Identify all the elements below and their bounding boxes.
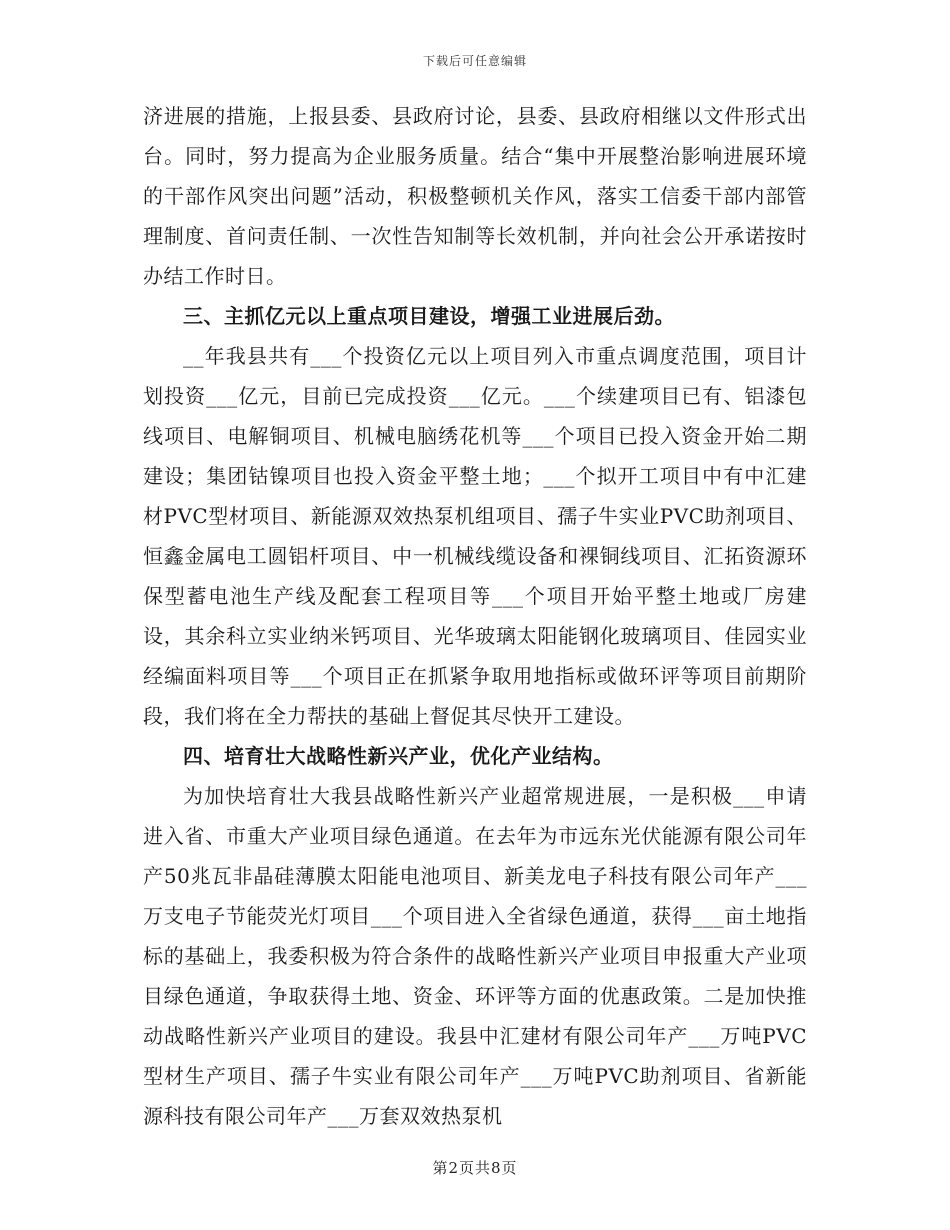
section-heading-3: 三、主抓亿元以上重点项目建设，增强工业进展后劲。 — [183, 304, 675, 328]
page-number: 第2页共8页 — [432, 1159, 518, 1177]
section-heading-4: 四、培育壮大战略性新兴产业，优化产业结构。 — [183, 744, 614, 768]
page-header: 下载后可任意编辑 — [422, 54, 527, 68]
paragraph-section-3: __年我县共有___个投资亿元以上项目列入市重点调度范围，项目计划投资___亿元，目前已完成投资___亿元。___个续建项目已有、铝漆包线项目、电解铜项目、机械电脑绣花机等___个项目已投入资金开始二期建设；集团钴镍项目也投入资金平整土地；___个拟开工项目中有中汇建材PVC型材项目、新能源双效热泵机组项目、孺子牛实业PVC助剂项目、恒鑫金属电工圆铝杆项目、中一机械线缆设备和裸铜线项目、汇拓资源环保型蓄电池生产线及配套工程项目等___个项目开始平整土地或厂房建设，其余科立实业纳米钙项目、光华玻璃太阳能钢化玻璃项目、佳园实业经编面料项目等___个项目正在抓紧争取用地指标或做环评等项目前期阶段，我们将在全力帮扶的基础上督促其尽快开工建设。 — [143, 344, 807, 728]
paragraph-continued: 济进展的措施，上报县委、县政府讨论，县委、县政府相继以文件形式出台。同时，努力提高为企业服务质量。结合“集中开展整治影响进展环境的干部作风突出问题”活动，积极整顿机关作风，落实工信委干部内部管理制度、首问责任制、一次性告知制等长效机制，并向社会公开承诺按时办结工作时日。 — [143, 104, 807, 288]
document-body — [143, 96, 807, 1136]
paragraph-section-4: 为加快培育壮大我县战略性新兴产业超常规进展，一是积极___申请进入省、市重大产业项目绿色通道。在去年为市远东光伏能源有限公司年产50兆瓦非晶硅薄膜太阳能电池项目、新美龙电子科技有限公司年产___万支电子节能荧光灯项目___个项目进入全省绿色通道，获得___亩土地指标的基础上，我委积极为符合条件的战略性新兴产业项目申报重大产业项目绿色通道，争取获得土地、资金、环评等方面的优惠政策。二是加快推动战略性新兴产业项目的建设。我县中汇建材有限公司年产___万吨PVC型材生产项目、孺子牛实业有限公司年产___万吨PVC助剂项目、省新能源科技有限公司年产___万套双效热泵机 — [143, 784, 807, 1128]
